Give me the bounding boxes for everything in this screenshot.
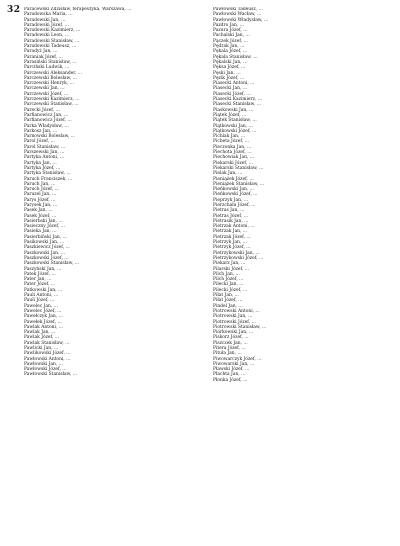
directory-entry: Pilarski Józef, … [213,266,250,272]
directory-entry: Pawłowski Władysław, … [213,17,269,23]
directory-entry: Paszkowski Jan, … [24,250,66,256]
directory-entry: Pater Józef, … [24,282,56,288]
directory-entry: Pietrzak Józef, … [213,234,251,240]
directory-entry: Paradowski Stanisław, … [24,38,80,44]
directory-entry: Paradowska Maria, … [24,12,73,18]
directory-entry: Pieniążek Stanisław, … [213,181,265,187]
directory-entry: Parczewski Józef, … [24,91,69,97]
directory-entry: Paradowski Jan, … [24,17,66,23]
directory-entry: Patkowski Jan, … [24,287,63,293]
directory-entry: Pawelec Jan, … [24,303,58,309]
directory-entry: Paszkowski Józef, … [24,255,69,261]
directory-entry: Paruzel Jan, … [24,192,57,198]
directory-entry: Paradowski Kazimierz, … [24,28,81,34]
directory-entry: Pieniążek Józef, … [213,176,254,182]
directory-entry: Piszczek Jan, … [213,340,248,346]
directory-entry: Pawłowski Tadeusz, … [213,7,263,12]
directory-entry: Piekarski Józef, … [213,160,254,166]
directory-entry: Piekarz Jan, … [213,261,246,267]
directory-entry: Pawłowski Jan, … [24,361,64,367]
directory-entry: Parnowski Bolesław, … [24,134,76,140]
directory-entry: Patek Józef, … [24,271,56,277]
directory-entry: Piasecki Antoni, … [213,81,255,87]
directory-entry: Pieczonka Jan, … [213,144,252,150]
directory-entry: Paszkowski Stanisław, … [24,261,80,267]
directory-entry: Pater Jan, … [24,277,52,283]
directory-entry: Pękalski Jan, … [213,59,248,65]
directory-entry: Paradowski Józef, … [24,22,69,28]
directory-entry: Pasieczny Józef, … [24,224,66,230]
directory-entry: Piątek Józef, … [213,112,247,118]
directory-entry: Pawełek Józef, … [24,319,62,325]
directory-entry: Piotrowski Stanisław, … [213,324,267,330]
directory-entry: Pazdro Jan, … [213,22,245,28]
directory-entry: Parol Józef, … [24,139,55,145]
directory-entry: Parecki Józef, … [24,107,60,113]
directory-entry: Pawłowski Stanisław, … [24,372,78,378]
directory-entry: Paraniak Józef, … [24,54,63,60]
directory-entry: Pielak Jan, … [213,171,243,177]
directory-entry: Pazura Józef, … [213,28,248,34]
directory-entry: Pietrzykowski Jan, … [213,250,260,256]
directory-entry: Parczewski Stanisław, … [24,102,79,108]
directory-entry: Piątek Stanisław, … [213,118,257,124]
directory-entry: Pawełczyk Jan, … [24,314,63,320]
directory-entry: Piasecki Jan, … [213,86,248,92]
directory-entry: Pasek Jan, … [24,208,53,214]
directory-entry: Piotrowski Antoni, … [213,308,260,314]
directory-entry: Parkosz Jan, … [24,128,58,134]
directory-entry: Pindel Jan, … [213,303,243,309]
right-column [213,7,390,540]
directory-entry: Pławski Józef, … [213,367,250,373]
directory-entry: Pietrzykowski Józef, … [213,255,264,261]
directory-entry: Parczewski Kazimierz, … [24,97,80,103]
directory-entry: Paracewski Zdzisław, ferapeutyka, Warszawa, … [24,7,132,12]
directory-entry: Pęksa Józef, … [213,65,246,71]
directory-entry: Piekarski Stanisław, … [213,165,264,171]
directory-entry: Piątkowski Józef, … [213,128,257,134]
directory-entry: Pawłowski Antoni, … [24,356,71,362]
directory-entry: Pękala Józef, … [213,49,248,55]
directory-entry: Partyka Józef, … [24,165,61,171]
directory-entry: Pęzik Józef, … [213,75,245,81]
directory-entry: Parasiński Stanisław, … [24,59,77,65]
directory-entry: Pierzchała Józef, … [213,202,256,208]
directory-entry: Pasierbski Jan, … [24,218,63,224]
directory-entry: Parczewski Henryk, … [24,81,74,87]
directory-entry: Parciński Ludwik, … [24,65,70,71]
directory-entry: Pietras Jan, … [213,208,245,214]
directory-entry: Paruch Jan, … [24,181,56,187]
directory-entry: Paruch Franciszek, … [24,176,73,182]
directory-entry: Pilch Jan, … [213,271,240,277]
directory-entry: Pasikowski Jan, … [24,240,65,246]
directory-entry: Parszewski Jan, … [24,150,65,156]
directory-entry: Pauli Antoni, … [24,293,59,299]
directory-entry: Piechowiak Jan, … [213,155,255,161]
directory-entry: Piórkowski Jan, … [213,330,254,336]
directory-entry: Pietrzak Antoni, … [213,224,255,230]
directory-entry: Pawelec Józef, … [24,308,62,314]
directory-entry: Paszkiewicz Józef, … [24,245,70,251]
directory-entry: Pieńkowski Józef, … [213,192,258,198]
directory-entry: Pawłowski Józef, … [24,367,67,373]
directory-entry: Pawlicki Jan, … [24,346,59,351]
directory-entry: Pituła Jan, … [213,351,242,357]
directory-entry: Pietrzyk Jan, … [213,240,248,246]
directory-entry: Pilecki Jan, … [213,282,244,288]
directory-entry: Piaskowski Jan, … [213,107,254,113]
directory-entry: Piotrowski Józef, … [213,319,256,325]
directory-entry: Pasek Józef, … [24,213,57,219]
directory-entry: Piwowarski Jan, … [213,361,255,367]
directory-entry: Paradowski Leon, … [24,33,70,39]
left-column [24,7,201,540]
directory-entry: Parol Stanisław, … [24,144,66,150]
directory-entry: Pasierbiński Jan, … [24,234,67,240]
directory-entry: Piskorz Józef, … [213,335,249,341]
directory-entry: Pędrak Jan, … [213,44,245,50]
directory-entry: Parfianowicz Józef, … [24,118,72,124]
directory-entry: Parys Józef, … [24,197,56,203]
directory-entry: Pichlak Jan, … [213,134,246,140]
directory-entry: Pawlak Jan, … [24,330,56,336]
directory-entry: Parczewski Jan, … [24,86,65,92]
directory-entry: Pawlak Stanisław, … [24,340,70,346]
directory-entry: Parfianowicz Jan, … [24,112,69,118]
directory-entry: Pietrzak Jan, … [213,229,248,235]
page-number: 32 [7,5,21,15]
directory-entry: Pękala Stanisław, … [213,54,258,60]
directory-entry: Partyka Stanisław, … [24,171,71,177]
directory-entry: Pawłowski Wacław, … [213,12,262,18]
directory-entry: Pitera Józef, … [213,346,246,351]
directory-entry: Piasecki Kazimierz, … [213,97,263,103]
directory-entry: Piwowarczyk Józef, … [213,356,262,362]
directory-entry: Piechota Józef, … [213,150,252,156]
directory-entry: Parysek Jan, … [24,202,58,208]
directory-entry: Pawlak Józef, … [24,335,60,341]
directory-entry: Pawlikowski Józef, … [24,351,71,357]
directory-entry: Pawlak Antoni, … [24,324,64,330]
directory-entry: Pauli Józef, … [24,298,55,304]
directory-entry: Piasecki Stanisław, … [213,102,262,108]
directory-entry: Pietrzyk Józef, … [213,245,251,251]
directory-entry: Piłat Józef, … [213,298,243,304]
directory-entry: Pilch Józef, … [213,277,244,283]
directory-entry: Płonka Józef, … [213,377,248,383]
directory-entry: Piasecki Józef, … [213,91,251,97]
directory-entry: Pietrasik Jan, … [213,218,249,224]
directory-entry: Piotrowski Jan, … [213,314,253,320]
directory-entry: Partyka Jan, … [24,160,57,166]
directory-entry: Paszyński Jan, … [24,266,62,272]
directory-entry: Paruch Józef, … [24,187,59,193]
directory-entry: Piłat Jan, … [213,293,239,299]
directory-entry: Piątkowski Jan, … [213,123,253,129]
directory-entry: Pasieka Jan, … [24,229,57,235]
directory-entry: Pilecki Józef, … [213,287,248,293]
directory-entry: Pączek Józef, … [213,38,248,44]
directory-entry: Parczewski Aleksander, … [24,70,83,76]
directory-entry: Paradowski Tadeusz, … [24,44,77,50]
directory-entry: Parka Władysław, … [24,123,69,129]
directory-entry: Pieńkowski Jan, … [213,187,254,193]
directory-entry: Partyka Antoni, … [24,155,65,161]
directory-entry: Płachta Jan, … [213,372,246,378]
directory-entry: Pęski Jan, … [213,70,241,76]
directory-entry: Pachalski Jan, … [213,33,250,39]
directory-entry: Paradyż Jan, … [24,49,58,55]
directory-entry: Parczewski Bolesław, … [24,75,77,81]
directory-entry: Pietras Józef, … [213,213,249,219]
directory-entry: Pieprzyk Jan, … [213,197,249,203]
page-columns [24,7,390,540]
directory-entry: Picheta Józef, … [213,139,249,145]
